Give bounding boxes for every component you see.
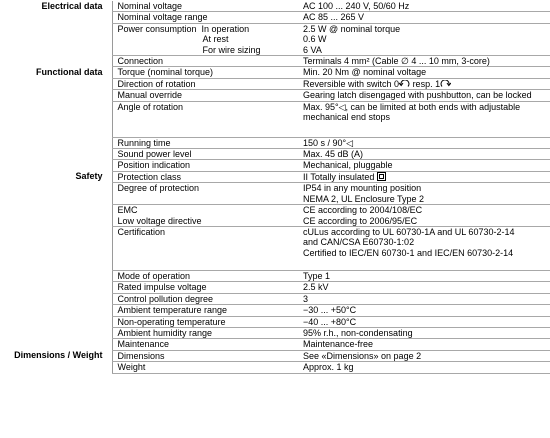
- table-row: [0, 101, 550, 137]
- table-row: [0, 1, 550, 12]
- row-value: [298, 205, 550, 227]
- row-label-line: Power consumption In operation: [117, 23, 250, 34]
- row-value-line: and CAN/CSA E60730-1:02: [303, 237, 415, 248]
- row-label: Manual override: [112, 90, 298, 101]
- row-value: 150 s / 90°◁: [298, 137, 550, 148]
- table-row: [0, 350, 550, 361]
- table-row: [0, 171, 550, 182]
- table-row: [0, 56, 550, 67]
- row-value: [298, 171, 550, 182]
- row-value-text: II Totally insulated: [303, 171, 375, 182]
- row-value: See «Dimensions» on page 2: [298, 350, 550, 361]
- row-label-line: EMC: [117, 205, 138, 216]
- row-label: Angle of rotation: [112, 101, 298, 137]
- row-value: 3: [298, 293, 550, 304]
- row-label: Non-operating temperature: [112, 316, 298, 327]
- row-value-line: Certified to IEC/EN 60730-1 and IEC/EN 60730-2-14: [303, 247, 514, 258]
- row-value: [298, 23, 550, 55]
- row-value: −30 ... +50°C: [298, 305, 550, 316]
- table-row: [0, 67, 550, 78]
- row-label-line: Low voltage directive: [117, 215, 202, 226]
- table-row: [0, 327, 550, 338]
- row-label: Torque (nominal torque): [112, 67, 298, 78]
- table-row: [0, 90, 550, 101]
- row-label: Nominal voltage: [112, 1, 298, 12]
- section-title: Electrical data: [41, 1, 103, 11]
- double-insulation-icon: [377, 172, 386, 181]
- row-value: Type 1: [298, 270, 550, 281]
- row-value-line: 0.6 W: [303, 34, 327, 45]
- row-value-line: IP54 in any mounting position: [303, 183, 422, 194]
- row-label: Nominal voltage range: [112, 12, 298, 23]
- row-label: Maintenance: [112, 339, 298, 350]
- row-value: [298, 78, 550, 89]
- table-row: [0, 149, 550, 160]
- row-value: −40 ... +80°C: [298, 316, 550, 327]
- row-value-line: CE according to 2004/108/EC: [303, 205, 423, 216]
- row-label: Sound power level: [112, 149, 298, 160]
- table-row: [0, 293, 550, 304]
- row-value: Max. 45 dB (A): [298, 149, 550, 160]
- row-value-line: cULus according to UL 60730-1A and UL 60730-2-14: [303, 226, 515, 237]
- table-row: [0, 183, 550, 205]
- row-value: Gearing latch disengaged with pushbutton, can be locked: [298, 90, 550, 101]
- row-label: Dimensions: [112, 350, 298, 361]
- row-value: AC 85 ... 265 V: [298, 12, 550, 23]
- table-row: [0, 282, 550, 293]
- row-value-line: NEMA 2, UL Enclosure Type 2: [303, 193, 425, 204]
- row-label: [112, 23, 298, 55]
- table-row: [0, 23, 550, 55]
- table-row: [0, 316, 550, 327]
- row-value: Mechanical, pluggable: [298, 160, 550, 171]
- row-label: Protection class: [112, 171, 298, 182]
- section-title: Safety: [75, 171, 103, 182]
- row-label-line: For wire sizing: [202, 44, 261, 55]
- row-value: Terminals 4 mm² (Cable ∅ 4 ... 10 mm, 3-core): [298, 56, 550, 67]
- row-value: Min. 20 Nm @ nominal voltage: [298, 67, 550, 78]
- row-label: Degree of protection: [112, 183, 298, 205]
- row-label: Mode of operation: [112, 270, 298, 281]
- row-label: Certification: [112, 226, 298, 270]
- row-label-line: At rest: [202, 34, 229, 45]
- technical-data-table: [0, 1, 550, 374]
- row-label: Control pollution degree: [112, 293, 298, 304]
- row-label: [112, 205, 298, 227]
- row-value: 2.5 kV: [298, 282, 550, 293]
- row-value-line: mechanical end stops: [303, 112, 391, 123]
- row-value: Approx. 1 kg: [298, 362, 550, 373]
- row-value: Maintenance-free: [298, 339, 550, 350]
- table-row: [0, 205, 550, 227]
- table-row: [0, 160, 550, 171]
- rotate-ccw-icon: [399, 80, 410, 88]
- table-row: [0, 226, 550, 270]
- row-label: Rated impulse voltage: [112, 282, 298, 293]
- row-value-line: CE according to 2006/95/EC: [303, 215, 418, 226]
- table-row: [0, 12, 550, 23]
- row-value: 95% r.h., non-condensating: [298, 327, 550, 338]
- row-value: [298, 183, 550, 205]
- table-row: [0, 270, 550, 281]
- row-label: Connection: [112, 56, 298, 67]
- table-row: [0, 78, 550, 89]
- row-value-text: resp. 1: [412, 78, 441, 89]
- section-title: Functional data: [35, 66, 103, 77]
- row-value-line: 6 VA: [303, 44, 322, 55]
- row-label: Running time: [112, 137, 298, 148]
- row-label: Position indication: [112, 160, 298, 171]
- row-value: [298, 101, 550, 137]
- row-value-line: 2.5 W @ nominal torque: [303, 23, 401, 34]
- table-row: [0, 137, 550, 148]
- row-value-line: Max. 95°◁, can be limited at both ends with adjustable: [303, 101, 521, 112]
- row-value: AC 100 ... 240 V, 50/60 Hz: [298, 1, 550, 12]
- row-label: Weight: [112, 362, 298, 373]
- table-row: [0, 339, 550, 350]
- section-title: Dimensions / Weight: [14, 350, 103, 361]
- row-label: Ambient temperature range: [112, 305, 298, 316]
- table-row: [0, 362, 550, 373]
- row-label: Direction of rotation: [112, 78, 298, 89]
- table-row: [0, 305, 550, 316]
- row-value: [298, 226, 550, 270]
- rotate-cw-icon: [440, 80, 451, 88]
- row-label: Ambient humidity range: [112, 327, 298, 338]
- row-value-text: Reversible with switch 0: [303, 78, 400, 89]
